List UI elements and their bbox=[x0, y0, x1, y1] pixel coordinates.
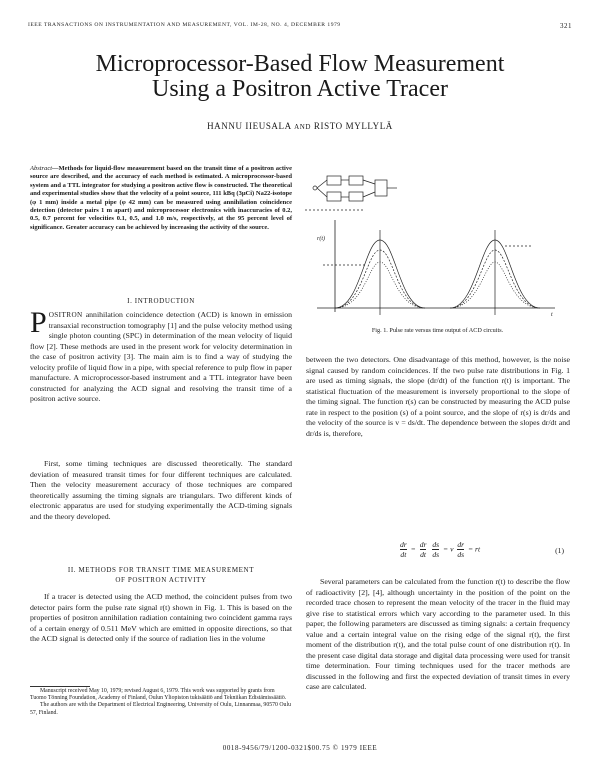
footnote-rule bbox=[30, 686, 90, 687]
author-1: HANNU IIEUSALA bbox=[207, 121, 292, 131]
intro-p2-text: First, some timing techniques are discussed theoretically. The standard deviation of measured transit times for four different techniques are calculated. Then the velocity measurement accuracy of those techniques are compared theoretically assuming the timing signals are triangulars. Two different kinds of electronic apparatus are used for studying experimentally the ACD-timing signals and the theory developed. bbox=[30, 459, 292, 521]
section-heading-introduction: I. INTRODUCTION bbox=[127, 297, 195, 305]
eq-num-2: dr bbox=[419, 540, 427, 549]
eq-sign-1: = bbox=[410, 544, 416, 554]
abstract-text: —Methods for liquid-flow measurement based on the transit time of a positron active source are described, and the accuracy of each method is estimated. A microprocessor-based system and a TTL integrator for studying a positron active flow is constructed. The theoretical and experimental studies show that the velocity of a point source, 111 kBq (3μCi) Na22-isotope (φ 1 mm) inside a metal pipe (φ 42 mm) can be measured using annihilation coincidence detection (detector pairs 1 m apart) and microprocessor electronics with inaccuracies of 0.2, 0.5, 0.7 percent for velocities 0.1, 0.5, and 1.0 m/s, respectively, at the 95 percent level of significance. Greater accuracy can be achieved by increasing the activity of the source. bbox=[30, 165, 292, 231]
eq-frac-2 bbox=[420, 540, 427, 559]
eq-num-4: dr bbox=[457, 540, 465, 549]
right-p2-text: Several parameters can be calculated from the function r(t) to describe the flow of radioactivity [2], [4], although uncertainty in the position of the point on the recorded trace chosen to represent the mean velocity of the tracer in the fluid may give rise to statistical errors which vary according to the parameter used. In this paper, the following parameters are discussed as timing signals: a certain frequency value and a certain integral value on the rising edge of the signal r(t), the first moment of the distribution r(t), and the total pulse count of one distribution r(t). In the present case digital data storage and digital data processing were used for transit time determination. Four timing techniques used for the tracer methods are discussed in the following and first the expected deviation of transit times in every case are calculated. bbox=[306, 577, 570, 691]
right-p1-text: between the two detectors. One disadvantage of this method, however, is the noise signal caused by random coincidences. If the two pulse rate distributions in Fig. 1 are used as timing signals, the slope (dr/dt) of the function r(t) is important. The statistical fluctuation of the measurement is inversely proportional to the slope of the timing signal. The function r(s) can be constructed by measuring the ACD pulse rate in respect to the position (s) of a point source, and the slope of r(s) is dr/ds and the velocity of the source is v = ds/dt. The dependence between the slopes dr/dt and dr/ds is, therefore, bbox=[306, 355, 570, 438]
abstract-label: Abstract bbox=[30, 165, 53, 172]
figure-1 bbox=[305, 170, 570, 325]
right-paragraph-2 bbox=[306, 577, 570, 693]
author-2: RISTO MYLLYLÄ bbox=[313, 121, 393, 131]
axis-label-t: t bbox=[551, 312, 553, 318]
eq-frac-1 bbox=[400, 540, 407, 559]
figure-caption: Fig. 1. Pulse rate versus time output of ACD circuits. bbox=[371, 327, 504, 334]
eq-num-3: ds bbox=[432, 540, 440, 549]
eq-sign-2: = v bbox=[443, 544, 454, 554]
plot-axes bbox=[317, 220, 555, 312]
journal-name: IEEE TRANSACTIONS ON INSTRUMENTATION AND MEASUREMENT, VOL. IM-28, NO. 4, DECEMBER 1979 bbox=[28, 22, 341, 28]
equation-body bbox=[398, 540, 480, 559]
intro-paragraph-2 bbox=[30, 459, 292, 522]
detector-schematic bbox=[305, 176, 397, 210]
eq-den-2: dt bbox=[420, 550, 427, 559]
paper-title bbox=[0, 52, 600, 102]
eq-den-3: ds bbox=[432, 550, 440, 559]
section2-text: If a tracer is detected using the ACD method, the coincident pulses from two detector pairs form the pulse rate signal r(t) shown in Fig. 1. This is based on the properties of positron annihilation radiation containing two coincident gamma rays of a certain energy of 0.511 MeV which are emitted in opposite directions, so that the ACD signal is detected only if the source of radiation lies in the volume bbox=[30, 592, 292, 643]
equation-number: (1) bbox=[555, 546, 564, 555]
footnote bbox=[30, 688, 292, 717]
eq-sign-3: = rt bbox=[468, 544, 481, 554]
eq-frac-3 bbox=[432, 540, 439, 559]
section2-heading-line1: II. METHODS FOR TRANSIT TIME MEASUREMENT bbox=[67, 566, 255, 574]
title-line-1: Microprocessor-Based Flow Measurement bbox=[95, 51, 505, 77]
eq-frac-4 bbox=[457, 540, 464, 559]
eq-num-1: dr bbox=[400, 540, 407, 549]
eq-den-1: dt bbox=[400, 550, 407, 559]
drop-cap: P bbox=[30, 306, 47, 339]
right-paragraph-1 bbox=[306, 355, 570, 439]
page-number: 321 bbox=[560, 22, 572, 30]
intro-paragraph-1 bbox=[30, 306, 292, 405]
author-line bbox=[0, 121, 600, 131]
section2-heading-line2: OF POSITRON ACTIVITY bbox=[115, 576, 207, 584]
title-line-2: Using a Positron Active Tracer bbox=[152, 76, 448, 102]
equation-1 bbox=[306, 540, 570, 562]
pulse-curves bbox=[323, 230, 540, 315]
eq-den-4: ds bbox=[457, 550, 465, 559]
copyright-footer: 0018-9456/79/1200-0321$00.75 © 1979 IEEE bbox=[222, 744, 378, 752]
intro-p1-text: annihilation coincidence detection (ACD) is known in emission transaxial reconstruction tomography [1] and the pulse velocity method using single photon counting (SPC) in determination of the mean velocity of liquid flow [2]. These methods are used in the present work for velocity determination in the case of positron activity [3]. The main aim is to find a way of studying the velocity profile of liquid flow in a pipe, with special reference to pulp flow in paper manufacture. A microprocessor-based instrument and a TTL integrator have been constructed for analyzing the ACD signal and resolving the transit time of a positron active source. bbox=[30, 310, 292, 403]
abstract bbox=[30, 165, 292, 232]
footnote-affiliation: The authors are with the Department of Electrical Engineering, University of Oulu, Linnanmaa, 90570 Oulu 57, Finland. bbox=[30, 702, 291, 716]
author-and: AND bbox=[294, 123, 312, 131]
section-heading-methods bbox=[30, 565, 292, 585]
intro-first-word: OSITRON bbox=[48, 311, 83, 319]
section2-paragraph bbox=[30, 592, 292, 645]
footnote-received: Manuscript received May 10, 1979; revised August 6, 1979. This work was supported by grants from Tuomo Tönning Foundation, Academy of Finland, Oulun Yliopiston tukisäätiö and Tekniikan Edistämissäätiö. bbox=[30, 688, 287, 702]
axis-label-r: r(t) bbox=[317, 236, 325, 242]
